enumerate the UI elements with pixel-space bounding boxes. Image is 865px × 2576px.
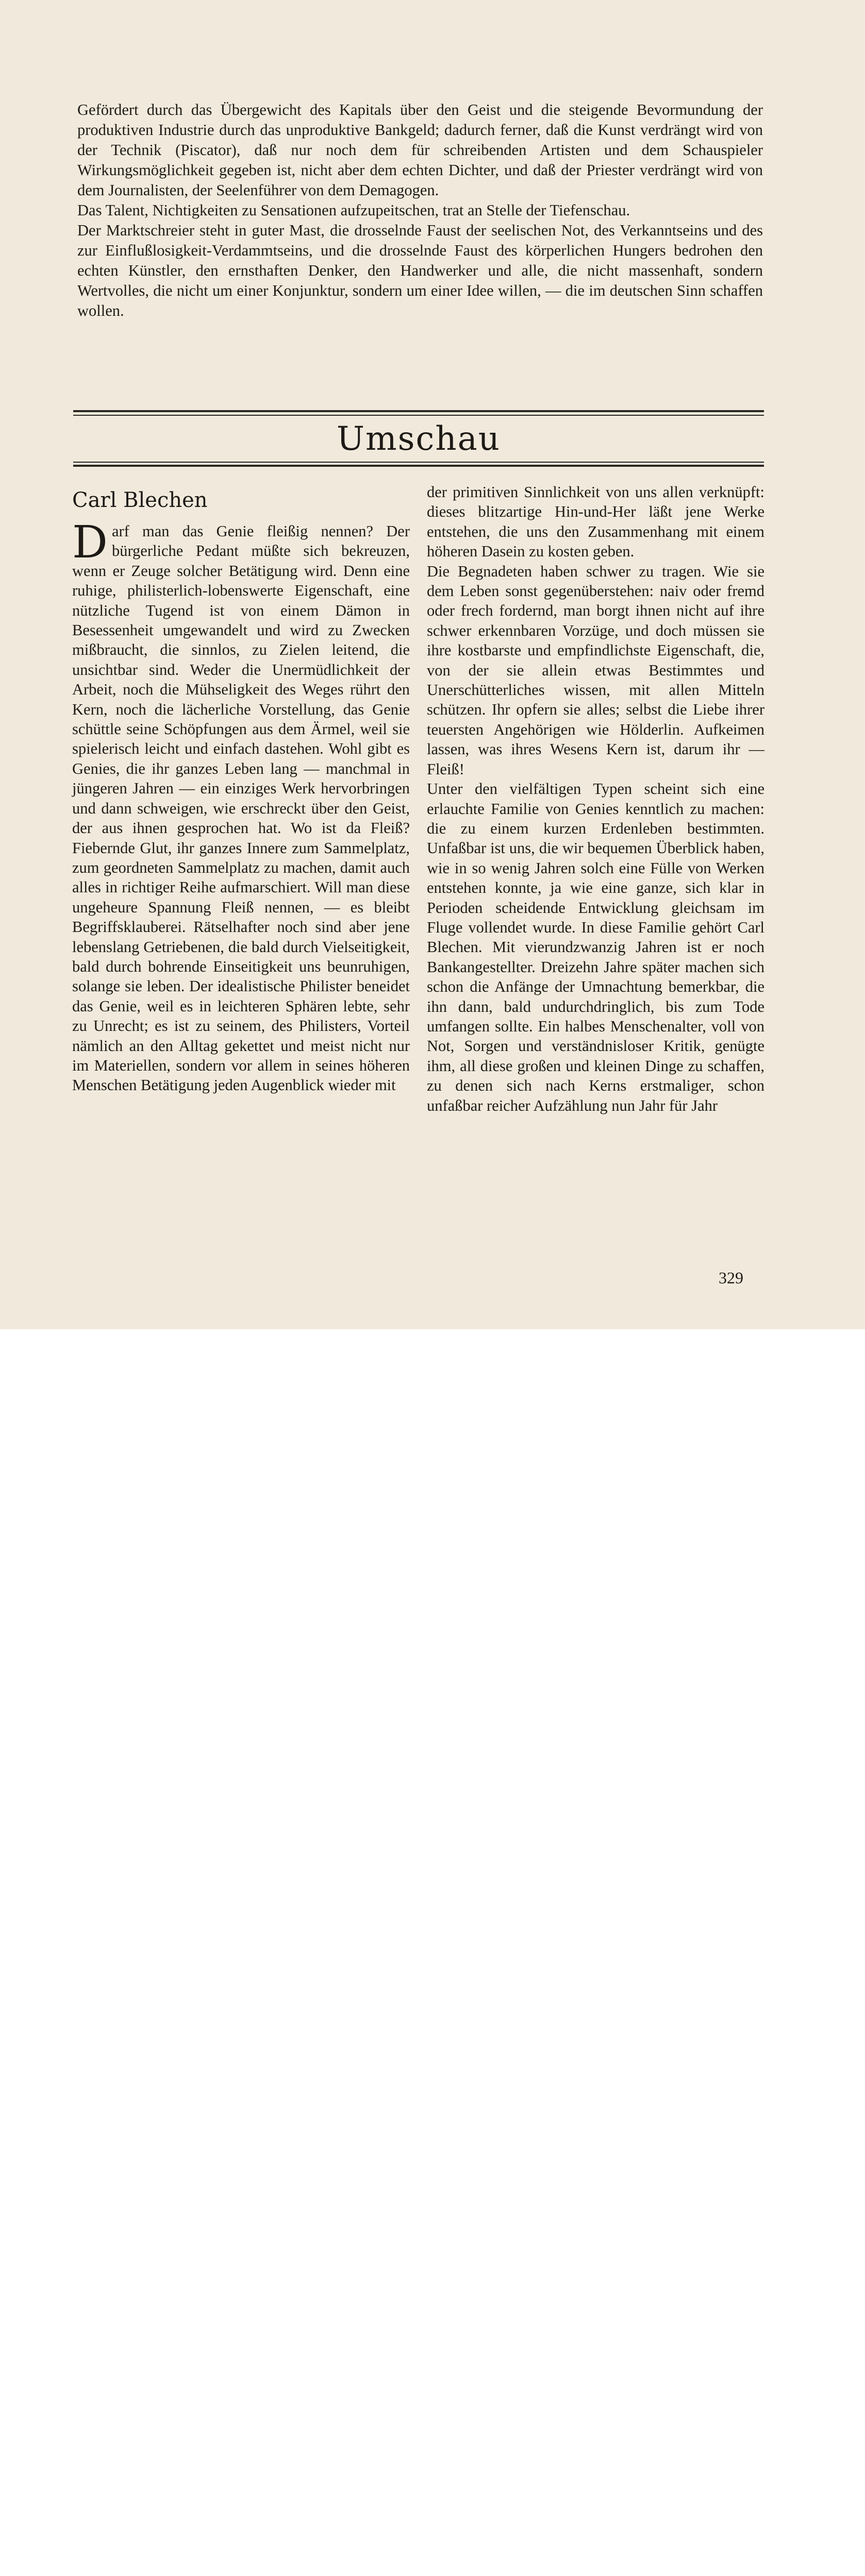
- paragraph: der primitiven Sinnlichkeit von uns allen verknüpft: dieses blitzartige Hin-und-Her läßt jene Werke entstehen, die uns den Zusammenhang mit einem höheren Dasein zu kosten geben.: [427, 483, 764, 561]
- article-title: Carl Blechen: [72, 488, 208, 512]
- drop-cap: D: [72, 517, 108, 568]
- left-column: [72, 517, 410, 1095]
- paragraph: Die Begnadeten haben schwer zu tragen. Wie sie dem Leben sonst gegenüberstehen: naiv oder fremd oder frech fordernd, man borgt ihnen nicht auf ihre schwer erkennbaren Vorzüge, und doch müssen sie ihre kostbarste und empfindlichste Eigenschaft, die, von der sie allein etwas Bestimmtes und Unerschütterliches wissen, mit allen Mitteln schützen. Ihr opfern sie alles; selbst die Liebe ihrer teuersten Angehörigen wie Hölderlin. Aufkeimen lassen, was ihres Wesens Kern ist, darum ihr — Fleiß!: [427, 562, 764, 778]
- paragraph: Unter den vielfältigen Typen scheint sich eine erlauchte Familie von Genies kenntlich zu machen: die zu einem kurzen Erdenleben bestimmten. Unfaßbar ist uns, die wir bequemen Überblick haben, wie in so wenig Jahren solch eine Fülle von Werken entstehen konnte, ja wie eine ganze, sich klar in Perioden scheidende Entwicklung gleichsam im Fluge vollendet wurde. In diese Familie gehört Carl Blechen. Mit vierundzwanzig Jahren ist er noch Bankangestellter. Dreizehn Jahre später machen sich schon die Anfänge der Umnachtung bemerkbar, die ihn dann, bald undurchdringlich, bis zum Tode umfangen sollte. Ein halbes Menschenalter, voll von Not, Sorgen und verständnisloser Kritik, genügte ihm, all diese großen und kleinen Dinge zu schaffen, zu denen sich nach Kerns erstmaliger, schon unfaßbar reicher Aufzählung nun Jahr für Jahr: [427, 780, 764, 1114]
- paragraph: Der Marktschreier steht in guter Mast, die drosselnde Faust der seelischen Not, des Verkanntseins und des zur Einflußlosigkeit-Verdammtseins, und die drosselnde Faust des körperlichen Hungers bedrohen den echten Künstler, den ernsthaften Denker, den Handwerker und alle, die nicht massenhaft, sondern Wertvolles, die nicht um einer Konjunktur, sondern um einer Idee willen, — die im deutschen Sinn schaffen wollen.: [77, 222, 763, 319]
- right-column: [427, 482, 764, 1115]
- divider-bottom-thick: [73, 465, 764, 467]
- section-heading: Umschau: [337, 420, 501, 458]
- paragraph: [72, 517, 410, 1095]
- page-number: 329: [719, 1268, 743, 1287]
- paragraph: Gefördert durch das Übergewicht des Kapitals über den Geist und die steigende Bevormundung der produktiven Industrie durch das unproduktive Bankgeld; dadurch ferner, daß die Kunst verdrängt wird von der Technik (Piscator), daß nur noch dem für schreibenden Artisten und dem Schauspieler Wirkungsmöglichkeit gegeben ist, nicht aber dem echten Dichter, und daß der Priester verdrängt wird von dem Journalisten, der Seelenführer von dem Demagogen.: [77, 101, 763, 199]
- footer-bar: [0, 1329, 865, 1426]
- divider-top-thin: [73, 415, 764, 416]
- divider-top-thick: [73, 410, 764, 412]
- paragraph-text: arf man das Genie fleißig nennen? Der bürgerliche Pedant müßte sich bekreuzen, wenn er Zeuge solcher Betätigung wird. Denn eine ruhige, philisterlich-lobenswerte Eigenschaft, eine nützliche Tugend ist von einem Dämon in Besessenheit umgewandelt und wird zu Zwecken mißbraucht, die sinnlos, zu Zielen leitend, die unsichtbar sind. Weder die Unermüdlichkeit der Arbeit, noch die Mühseligkeit des Weges rührt den Kern, noch die lächerliche Vorstellung, das Genie schüttle seine Schöpfungen aus dem Ärmel, weil sie spielerisch leicht und einfach dastehen. Wohl gibt es Genies, die ihr ganzes Leben lang — manchmal in jüngeren Jahren — ein einziges Werk hervorbringen und dann schweigen, wie erschreckt über den Geist, der aus ihnen gesprochen hat. Wo ist da Fleiß? Fiebernde Glut, ihr ganzes Innere zum Sammelplatz, zum geordneten Sammelplatz zu machen, damit auch alles in richtiger Reihe aufmarschiert. Will man diese ungeheure Spannung Fleiß nennen, — es bleibt Begriffsklauberei. Rätselhafter noch sind aber jene lebenslang Getriebenen, die bald durch Vielseitigkeit, bald durch bohrende Einseitigkeit uns beunruhigen, solange sie leben. Der idealistische Philister beneidet das Genie, weil es in leichteren Sphären lebte, sehr zu Unrecht; es ist zu seinem, des Philisters, Vorteil nämlich an den Alltag gekettet und meist nicht nur im Materiellen, sondern vor allem in seines höheren Menschen Betätigung jeden Augenblick wieder mit: [72, 522, 410, 1094]
- divider-bottom-thin: [73, 462, 764, 463]
- paragraph: Das Talent, Nichtigkeiten zu Sensationen aufzupeitschen, trat an Stelle der Tiefenschau.: [77, 201, 630, 219]
- top-text-block: [77, 100, 763, 321]
